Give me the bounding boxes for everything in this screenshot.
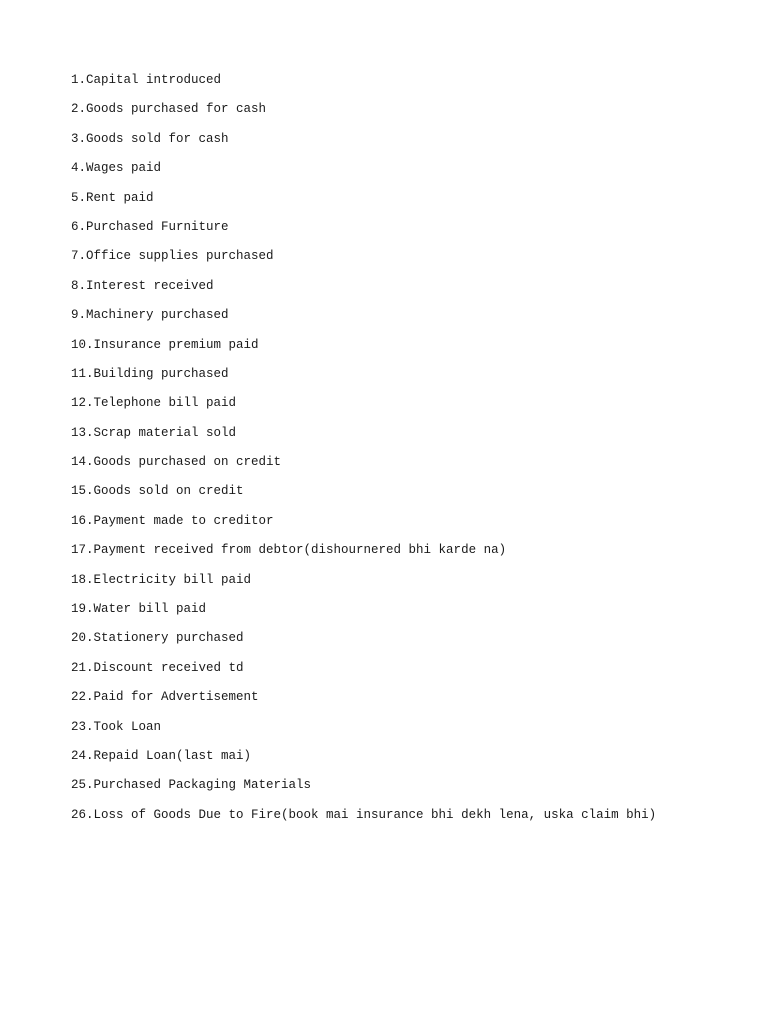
list-item: 22.Paid for Advertisement xyxy=(71,690,259,705)
list-item: 11.Building purchased xyxy=(71,366,229,381)
list-item: 21.Discount received td xyxy=(71,660,244,675)
list-item: 9.Machinery purchased xyxy=(71,308,229,323)
list-item: 19.Water bill paid xyxy=(71,602,207,617)
list-item: 5.Rent paid xyxy=(71,190,154,205)
list-item: 4.Wages paid xyxy=(71,161,162,176)
list-item: 15.Goods sold on credit xyxy=(71,484,244,499)
transaction-list xyxy=(71,71,656,835)
list-item: 10.Insurance premium paid xyxy=(71,337,259,352)
list-item: 16.Payment made to creditor xyxy=(71,513,274,528)
list-item: 25.Purchased Packaging Materials xyxy=(71,778,312,793)
list-item: 26.Loss of Goods Due to Fire(book mai insurance bhi dekh lena, uska claim bhi) xyxy=(71,807,657,822)
list-item: 24.Repaid Loan(last mai) xyxy=(71,748,252,763)
list-item: 12.Telephone bill paid xyxy=(71,396,237,411)
list-item: 17.Payment received from debtor(dishournered bhi karde na) xyxy=(71,543,507,558)
list-item: 8.Interest received xyxy=(71,278,214,293)
list-item: 20.Stationery purchased xyxy=(71,631,244,646)
list-item: 7.Office supplies purchased xyxy=(71,249,274,264)
list-item: 13.Scrap material sold xyxy=(71,425,237,440)
list-item: 6.Purchased Furniture xyxy=(71,219,229,234)
list-item: 2.Goods purchased for cash xyxy=(71,102,267,117)
list-item: 18.Electricity bill paid xyxy=(71,572,252,587)
list-item: 14.Goods purchased on credit xyxy=(71,455,282,470)
list-item: 23.Took Loan xyxy=(71,719,162,734)
list-item: 1.Capital introduced xyxy=(71,73,222,87)
list-item: 3.Goods sold for cash xyxy=(71,131,229,146)
